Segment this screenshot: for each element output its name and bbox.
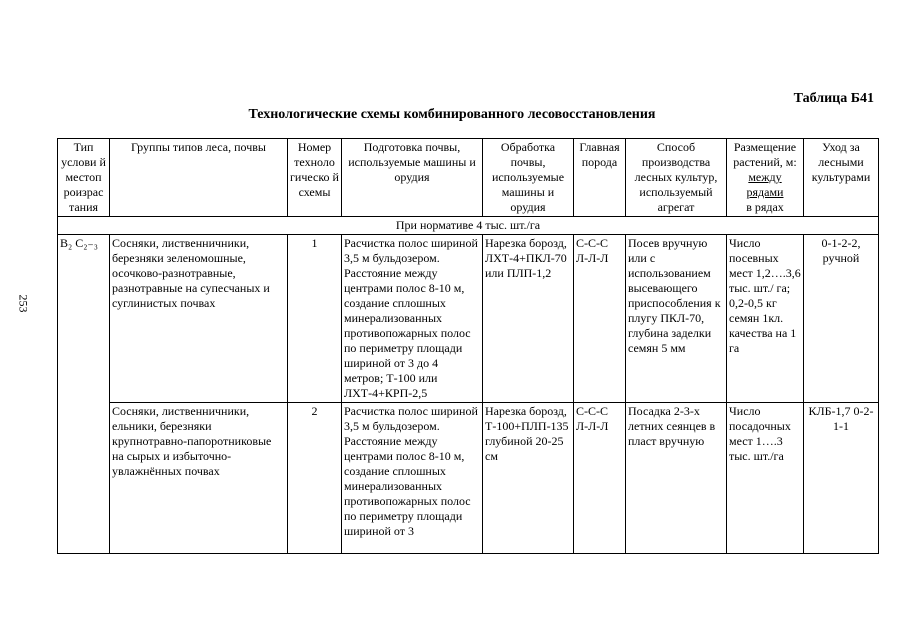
section-label: При нормативе 4 тыс. шт./га (58, 217, 879, 235)
table-row (58, 235, 879, 403)
header-condition-type: Тип услови й местоп роизрас тания (58, 139, 110, 217)
main-species-cell: С-С-С Л-Л-Л (574, 403, 626, 554)
header-production-method: Способ производства лесных культур, используемый агрегат (626, 139, 727, 217)
header-placement-rows: между рядами (746, 170, 784, 199)
header-placement-in-rows: в рядах (746, 200, 784, 214)
condition-type-cell: В₂ С₂₋₃ (58, 235, 110, 554)
header-plant-placement (727, 139, 804, 217)
care-cell: 0-1-2-2, ручной (804, 235, 879, 403)
table-row (58, 403, 879, 554)
header-soil-preparation: Подготовка почвы, используемые машины и орудия (342, 139, 483, 217)
plant-placement-cell: Число посадочных мест 1….3 тыс. шт./га (727, 403, 804, 554)
header-row (58, 139, 879, 217)
main-species-cell: С-С-С Л-Л-Л (574, 235, 626, 403)
table-label: Таблица Б41 (793, 91, 874, 106)
header-soil-processing: Обработка почвы, используемые машины и орудия (483, 139, 574, 217)
section-row (58, 217, 879, 235)
header-forest-groups: Группы типов леса, почвы (110, 139, 288, 217)
schemes-table (57, 138, 879, 554)
soil-processing-cell: Нарезка борозд, ЛХТ-4+ПКЛ-70 или ПЛП-1,2 (483, 235, 574, 403)
forest-groups-cell: Сосняки, лиственничники, ельники, березняки крупнотравно-папоротниковые на сырых и избыточно-увлажнённых почвах (110, 403, 288, 554)
production-method-cell: Посев вручную или с использованием высевающего приспособления к плугу ПКЛ-70, глубина заделки семян 5 мм (626, 235, 727, 403)
plant-placement-cell: Число посевных мест 1,2….3,6 тыс. шт./ га; 0,2-0,5 кг семян 1кл. качества на 1 га (727, 235, 804, 403)
forest-groups-cell: Сосняки, лиственничники, березняки зеленомошные, осочково-разнотравные, разнотравные на супесчаных и суглинистых почвах (110, 235, 288, 403)
header-main-species: Главная порода (574, 139, 626, 217)
production-method-cell: Посадка 2-3-х летних сеянцев в пласт вручную (626, 403, 727, 554)
scheme-number-cell: 2 (288, 403, 342, 554)
care-cell: КЛБ-1,7 0-2-1-1 (804, 403, 879, 554)
scheme-number-cell: 1 (288, 235, 342, 403)
soil-preparation-cell: Расчистка полос шириной 3,5 м бульдозером. Расстояние между центрами полос 8-10 м, создание сплошных минерализованных противопожарных полос по периметру площади шириной от 3 до 4 метров; Т-100 или ЛХТ-4+КРП-2,5 (342, 235, 483, 403)
table-title: Технологические схемы комбинированного лесовосстановления (248, 107, 656, 122)
soil-processing-cell: Нарезка борозд, Т-100+ПЛП-135 глубиной 20-25 см (483, 403, 574, 554)
header-placement-title: Размещение растений, м: (733, 140, 797, 169)
header-care: Уход за лесными культурами (804, 139, 879, 217)
soil-preparation-cell: Расчистка полос шириной 3,5 м бульдозером. Расстояние между центрами полос 8-10 м, создание сплошных минерализованных противопожарных полос по периметру площади шириной от 3 (342, 403, 483, 554)
header-scheme-number: Номер техноло гическо й схемы (288, 139, 342, 217)
page-number: 253 (16, 294, 31, 313)
